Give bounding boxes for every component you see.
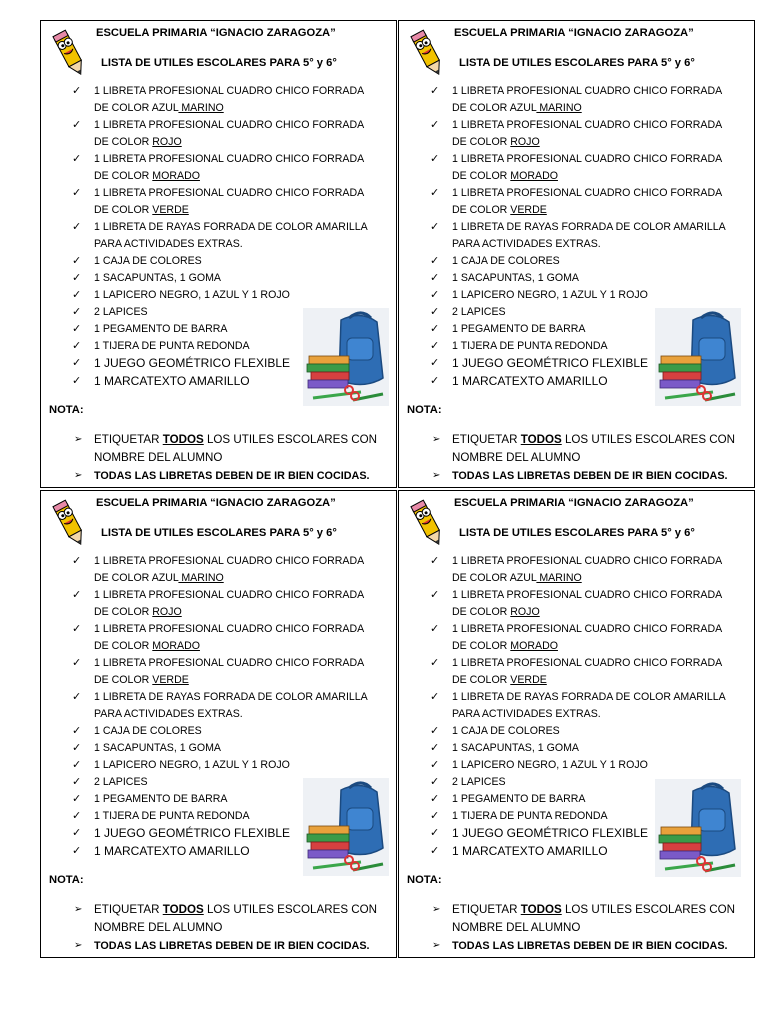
checkmark-icon: ✓	[430, 255, 440, 267]
note-item	[41, 901, 397, 937]
checkmark-icon: ✓	[72, 776, 82, 788]
checkmark-icon: ✓	[72, 153, 82, 165]
item-text: 1 CAJA DE COLORES	[94, 255, 202, 267]
list-item	[41, 219, 381, 253]
checkmark-icon: ✓	[430, 357, 440, 369]
note-emphasis: TODOS	[162, 433, 204, 446]
checkmark-icon: ✓	[430, 691, 440, 703]
pencil-mascot-icon	[48, 495, 90, 549]
item-text: 1 PEGAMENTO DE BARRA	[452, 793, 586, 805]
item-text: 1 PEGAMENTO DE BARRA	[452, 323, 586, 335]
list-item	[399, 587, 739, 621]
list-item	[41, 655, 381, 689]
checkmark-icon: ✓	[72, 793, 82, 805]
checkmark-icon: ✓	[72, 255, 82, 267]
checkmark-icon: ✓	[430, 340, 440, 352]
checkmark-icon: ✓	[72, 810, 82, 822]
note-text: TODAS LAS LIBRETAS DEBEN DE IR BIEN COCIDAS.	[452, 940, 728, 952]
item-text: 1 JUEGO GEOMÉTRICO FLEXIBLE	[94, 826, 291, 840]
item-color: VERDE	[152, 674, 189, 686]
checkmark-icon: ✓	[430, 375, 440, 387]
list-item	[399, 655, 739, 689]
note-emphasis: TODOS	[162, 903, 204, 916]
note-text: TODAS LAS LIBRETAS DEBEN DE IR BIEN COCIDAS.	[94, 940, 370, 952]
list-item	[399, 219, 739, 253]
item-text: 1 CAJA DE COLORES	[94, 725, 202, 737]
note-text: LOS UTILES ESCOLARES CON NOMBRE DEL ALUMNO	[94, 433, 378, 464]
item-text: 1 SACAPUNTAS, 1 GOMA	[452, 272, 579, 284]
checkmark-icon: ✓	[72, 759, 82, 771]
item-text: 1 SACAPUNTAS, 1 GOMA	[452, 742, 579, 754]
item-text: 1 LIBRETA PROFESIONAL CUADRO CHICO FORRADA DE COLOR	[452, 657, 722, 686]
note-item	[399, 431, 755, 467]
item-text: 1 LIBRETA PROFESIONAL CUADRO CHICO FORRADA DE COLOR	[94, 187, 364, 216]
item-text: 1 LIBRETA PROFESIONAL CUADRO CHICO FORRADA DE COLOR AZUL	[452, 85, 722, 114]
checkmark-icon: ✓	[72, 742, 82, 754]
item-text: 1 SACAPUNTAS, 1 GOMA	[94, 742, 221, 754]
item-text: 1 LIBRETA PROFESIONAL CUADRO CHICO FORRADA DE COLOR	[94, 589, 364, 618]
note-emphasis: TODOS	[520, 903, 562, 916]
item-text: 1 LIBRETA DE RAYAS FORRADA DE COLOR AMARILLA PARA ACTIVIDADES EXTRAS.	[452, 221, 726, 250]
checkmark-icon: ✓	[430, 153, 440, 165]
item-text: 1 LAPICERO NEGRO, 1 AZUL Y 1 ROJO	[94, 289, 290, 301]
checkmark-icon: ✓	[430, 272, 440, 284]
item-text: 2 LAPICES	[452, 776, 506, 788]
item-text: 1 PEGAMENTO DE BARRA	[94, 793, 228, 805]
arrow-bullet-icon: ➢	[74, 904, 83, 915]
list-item	[41, 553, 381, 587]
note-text: LOS UTILES ESCOLARES CON NOMBRE DEL ALUMNO	[452, 433, 736, 464]
school-name: ESCUELA PRIMARIA “IGNACIO ZARAGOZA”	[96, 27, 336, 39]
arrow-bullet-icon: ➢	[432, 940, 441, 951]
item-text: 1 SACAPUNTAS, 1 GOMA	[94, 272, 221, 284]
checkmark-icon: ✓	[72, 589, 82, 601]
list-item	[41, 689, 381, 723]
checkmark-icon: ✓	[72, 725, 82, 737]
checkmark-icon: ✓	[430, 306, 440, 318]
item-text: 1 LIBRETA PROFESIONAL CUADRO CHICO FORRADA DE COLOR	[94, 119, 364, 148]
checkmark-icon: ✓	[72, 623, 82, 635]
list-item	[399, 117, 739, 151]
checkmark-icon: ✓	[430, 221, 440, 233]
item-color: ROJO	[152, 136, 182, 148]
item-text: 1 LIBRETA PROFESIONAL CUADRO CHICO FORRADA DE COLOR AZUL	[94, 85, 364, 114]
checkmark-icon: ✓	[430, 589, 440, 601]
backpack-books-icon	[303, 308, 389, 406]
item-color: MORADO	[152, 640, 200, 652]
supply-card-top-left	[40, 20, 397, 488]
checkmark-icon: ✓	[72, 691, 82, 703]
checkmark-icon: ✓	[72, 306, 82, 318]
backpack-books-icon	[303, 778, 389, 876]
checkmark-icon: ✓	[430, 85, 440, 97]
note-text: ETIQUETAR	[452, 903, 521, 916]
list-item	[399, 270, 739, 287]
supply-card-bottom-left	[40, 490, 397, 958]
item-text: 2 LAPICES	[94, 306, 148, 318]
item-text: 1 LAPICERO NEGRO, 1 AZUL Y 1 ROJO	[94, 759, 290, 771]
arrow-bullet-icon: ➢	[432, 470, 441, 481]
item-text: 1 TIJERA DE PUNTA REDONDA	[94, 340, 250, 352]
nota-label: NOTA:	[49, 874, 84, 886]
item-text: 1 TIJERA DE PUNTA REDONDA	[452, 340, 608, 352]
checkmark-icon: ✓	[430, 810, 440, 822]
item-text: 1 LAPICERO NEGRO, 1 AZUL Y 1 ROJO	[452, 289, 648, 301]
item-text: 1 LIBRETA PROFESIONAL CUADRO CHICO FORRADA DE COLOR AZUL	[452, 555, 722, 584]
list-title: LISTA DE UTILES ESCOLARES PARA 5° y 6°	[459, 527, 695, 539]
checkmark-icon: ✓	[430, 323, 440, 335]
school-name: ESCUELA PRIMARIA “IGNACIO ZARAGOZA”	[454, 497, 694, 509]
item-text: 1 LIBRETA PROFESIONAL CUADRO CHICO FORRADA DE COLOR	[94, 623, 364, 652]
note-text: TODAS LAS LIBRETAS DEBEN DE IR BIEN COCIDAS.	[452, 470, 728, 482]
item-color: MARINO	[178, 572, 224, 584]
checkmark-icon: ✓	[430, 289, 440, 301]
list-item	[41, 723, 381, 740]
item-text: 1 LIBRETA PROFESIONAL CUADRO CHICO FORRADA DE COLOR	[452, 153, 722, 182]
item-text: 1 CAJA DE COLORES	[452, 725, 560, 737]
notes-list	[41, 901, 397, 955]
list-item	[399, 287, 739, 304]
item-text: 1 LAPICERO NEGRO, 1 AZUL Y 1 ROJO	[452, 759, 648, 771]
nota-label: NOTA:	[49, 404, 84, 416]
school-name: ESCUELA PRIMARIA “IGNACIO ZARAGOZA”	[454, 27, 694, 39]
item-text: 1 LIBRETA PROFESIONAL CUADRO CHICO FORRADA DE COLOR	[94, 657, 364, 686]
pencil-mascot-icon	[406, 25, 448, 79]
list-item	[41, 151, 381, 185]
checkmark-icon: ✓	[72, 85, 82, 97]
item-text: 1 TIJERA DE PUNTA REDONDA	[452, 810, 608, 822]
item-text: 1 LIBRETA PROFESIONAL CUADRO CHICO FORRADA DE COLOR	[452, 589, 722, 618]
note-item	[399, 937, 755, 955]
note-text: LOS UTILES ESCOLARES CON NOMBRE DEL ALUMNO	[452, 903, 736, 934]
arrow-bullet-icon: ➢	[74, 434, 83, 445]
item-color: MARINO	[178, 102, 224, 114]
note-item	[399, 901, 755, 937]
list-item	[399, 253, 739, 270]
arrow-bullet-icon: ➢	[432, 434, 441, 445]
item-color: VERDE	[152, 204, 189, 216]
checkmark-icon: ✓	[72, 357, 82, 369]
checkmark-icon: ✓	[72, 375, 82, 387]
nota-label: NOTA:	[407, 404, 442, 416]
checkmark-icon: ✓	[72, 657, 82, 669]
arrow-bullet-icon: ➢	[74, 470, 83, 481]
item-text: 1 LIBRETA DE RAYAS FORRADA DE COLOR AMARILLA PARA ACTIVIDADES EXTRAS.	[94, 691, 368, 720]
checkmark-icon: ✓	[72, 272, 82, 284]
item-color: VERDE	[510, 674, 547, 686]
list-item	[41, 253, 381, 270]
list-title: LISTA DE UTILES ESCOLARES PARA 5° y 6°	[101, 57, 337, 69]
note-text: LOS UTILES ESCOLARES CON NOMBRE DEL ALUMNO	[94, 903, 378, 934]
item-text: 1 JUEGO GEOMÉTRICO FLEXIBLE	[452, 356, 649, 370]
checkmark-icon: ✓	[430, 759, 440, 771]
checkmark-icon: ✓	[430, 827, 440, 839]
backpack-books-icon	[655, 779, 741, 877]
school-name: ESCUELA PRIMARIA “IGNACIO ZARAGOZA”	[96, 497, 336, 509]
list-item	[41, 270, 381, 287]
item-text: 1 MARCATEXTO AMARILLO	[452, 374, 608, 388]
checkmark-icon: ✓	[72, 555, 82, 567]
item-text: 1 PEGAMENTO DE BARRA	[94, 323, 228, 335]
item-text: 1 CAJA DE COLORES	[452, 255, 560, 267]
arrow-bullet-icon: ➢	[432, 904, 441, 915]
item-text: 1 LIBRETA PROFESIONAL CUADRO CHICO FORRADA DE COLOR AZUL	[94, 555, 364, 584]
note-item	[41, 467, 397, 485]
note-text: ETIQUETAR	[94, 433, 163, 446]
list-item	[399, 689, 739, 723]
notes-list	[399, 901, 755, 955]
note-emphasis: TODOS	[520, 433, 562, 446]
nota-label: NOTA:	[407, 874, 442, 886]
item-text: 2 LAPICES	[452, 306, 506, 318]
backpack-books-icon	[655, 308, 741, 406]
item-color: VERDE	[510, 204, 547, 216]
item-text: 1 LIBRETA PROFESIONAL CUADRO CHICO FORRADA DE COLOR	[94, 153, 364, 182]
checkmark-icon: ✓	[430, 623, 440, 635]
pencil-mascot-icon	[406, 495, 448, 549]
item-color: ROJO	[510, 136, 540, 148]
list-item	[41, 587, 381, 621]
supply-card-top-right	[398, 20, 755, 488]
list-item	[41, 757, 381, 774]
item-text: 1 LIBRETA PROFESIONAL CUADRO CHICO FORRADA DE COLOR	[452, 119, 722, 148]
list-item	[41, 621, 381, 655]
list-item	[41, 185, 381, 219]
item-color: MORADO	[152, 170, 200, 182]
checkmark-icon: ✓	[72, 323, 82, 335]
supply-card-bottom-right	[398, 490, 755, 958]
list-item	[41, 740, 381, 757]
arrow-bullet-icon: ➢	[74, 940, 83, 951]
note-text: ETIQUETAR	[452, 433, 521, 446]
list-item	[41, 83, 381, 117]
list-item	[399, 621, 739, 655]
list-item	[399, 757, 739, 774]
list-item	[399, 723, 739, 740]
item-color: ROJO	[152, 606, 182, 618]
checkmark-icon: ✓	[430, 187, 440, 199]
item-text: 1 MARCATEXTO AMARILLO	[452, 844, 608, 858]
checkmark-icon: ✓	[72, 221, 82, 233]
list-item	[399, 185, 739, 219]
item-text: 1 JUEGO GEOMÉTRICO FLEXIBLE	[452, 826, 649, 840]
list-item	[399, 740, 739, 757]
checkmark-icon: ✓	[72, 187, 82, 199]
checkmark-icon: ✓	[430, 725, 440, 737]
checkmark-icon: ✓	[430, 742, 440, 754]
item-text: 1 JUEGO GEOMÉTRICO FLEXIBLE	[94, 356, 291, 370]
item-text: 1 LIBRETA PROFESIONAL CUADRO CHICO FORRADA DE COLOR	[452, 623, 722, 652]
item-text: 1 MARCATEXTO AMARILLO	[94, 374, 250, 388]
item-text: 1 LIBRETA DE RAYAS FORRADA DE COLOR AMARILLA PARA ACTIVIDADES EXTRAS.	[94, 221, 368, 250]
item-color: MARINO	[536, 102, 582, 114]
checkmark-icon: ✓	[430, 555, 440, 567]
note-item	[41, 937, 397, 955]
notes-list	[41, 431, 397, 485]
item-color: MARINO	[536, 572, 582, 584]
notes-list	[399, 431, 755, 485]
note-text: ETIQUETAR	[94, 903, 163, 916]
checkmark-icon: ✓	[72, 119, 82, 131]
checkmark-icon: ✓	[430, 793, 440, 805]
checkmark-icon: ✓	[72, 827, 82, 839]
list-item	[399, 151, 739, 185]
item-color: MORADO	[510, 640, 558, 652]
item-color: MORADO	[510, 170, 558, 182]
list-title: LISTA DE UTILES ESCOLARES PARA 5° y 6°	[101, 527, 337, 539]
item-text: 2 LAPICES	[94, 776, 148, 788]
checkmark-icon: ✓	[72, 289, 82, 301]
note-text: TODAS LAS LIBRETAS DEBEN DE IR BIEN COCIDAS.	[94, 470, 370, 482]
checkmark-icon: ✓	[72, 845, 82, 857]
list-item	[41, 117, 381, 151]
checkmark-icon: ✓	[430, 119, 440, 131]
pencil-mascot-icon	[48, 25, 90, 79]
item-color: ROJO	[510, 606, 540, 618]
checkmark-icon: ✓	[430, 776, 440, 788]
checkmark-icon: ✓	[72, 340, 82, 352]
list-title: LISTA DE UTILES ESCOLARES PARA 5° y 6°	[459, 57, 695, 69]
item-text: 1 TIJERA DE PUNTA REDONDA	[94, 810, 250, 822]
note-item	[399, 467, 755, 485]
checkmark-icon: ✓	[430, 657, 440, 669]
item-text: 1 LIBRETA DE RAYAS FORRADA DE COLOR AMARILLA PARA ACTIVIDADES EXTRAS.	[452, 691, 726, 720]
item-text: 1 LIBRETA PROFESIONAL CUADRO CHICO FORRADA DE COLOR	[452, 187, 722, 216]
note-item	[41, 431, 397, 467]
checkmark-icon: ✓	[430, 845, 440, 857]
item-text: 1 MARCATEXTO AMARILLO	[94, 844, 250, 858]
list-item	[399, 553, 739, 587]
list-item	[41, 287, 381, 304]
list-item	[399, 83, 739, 117]
